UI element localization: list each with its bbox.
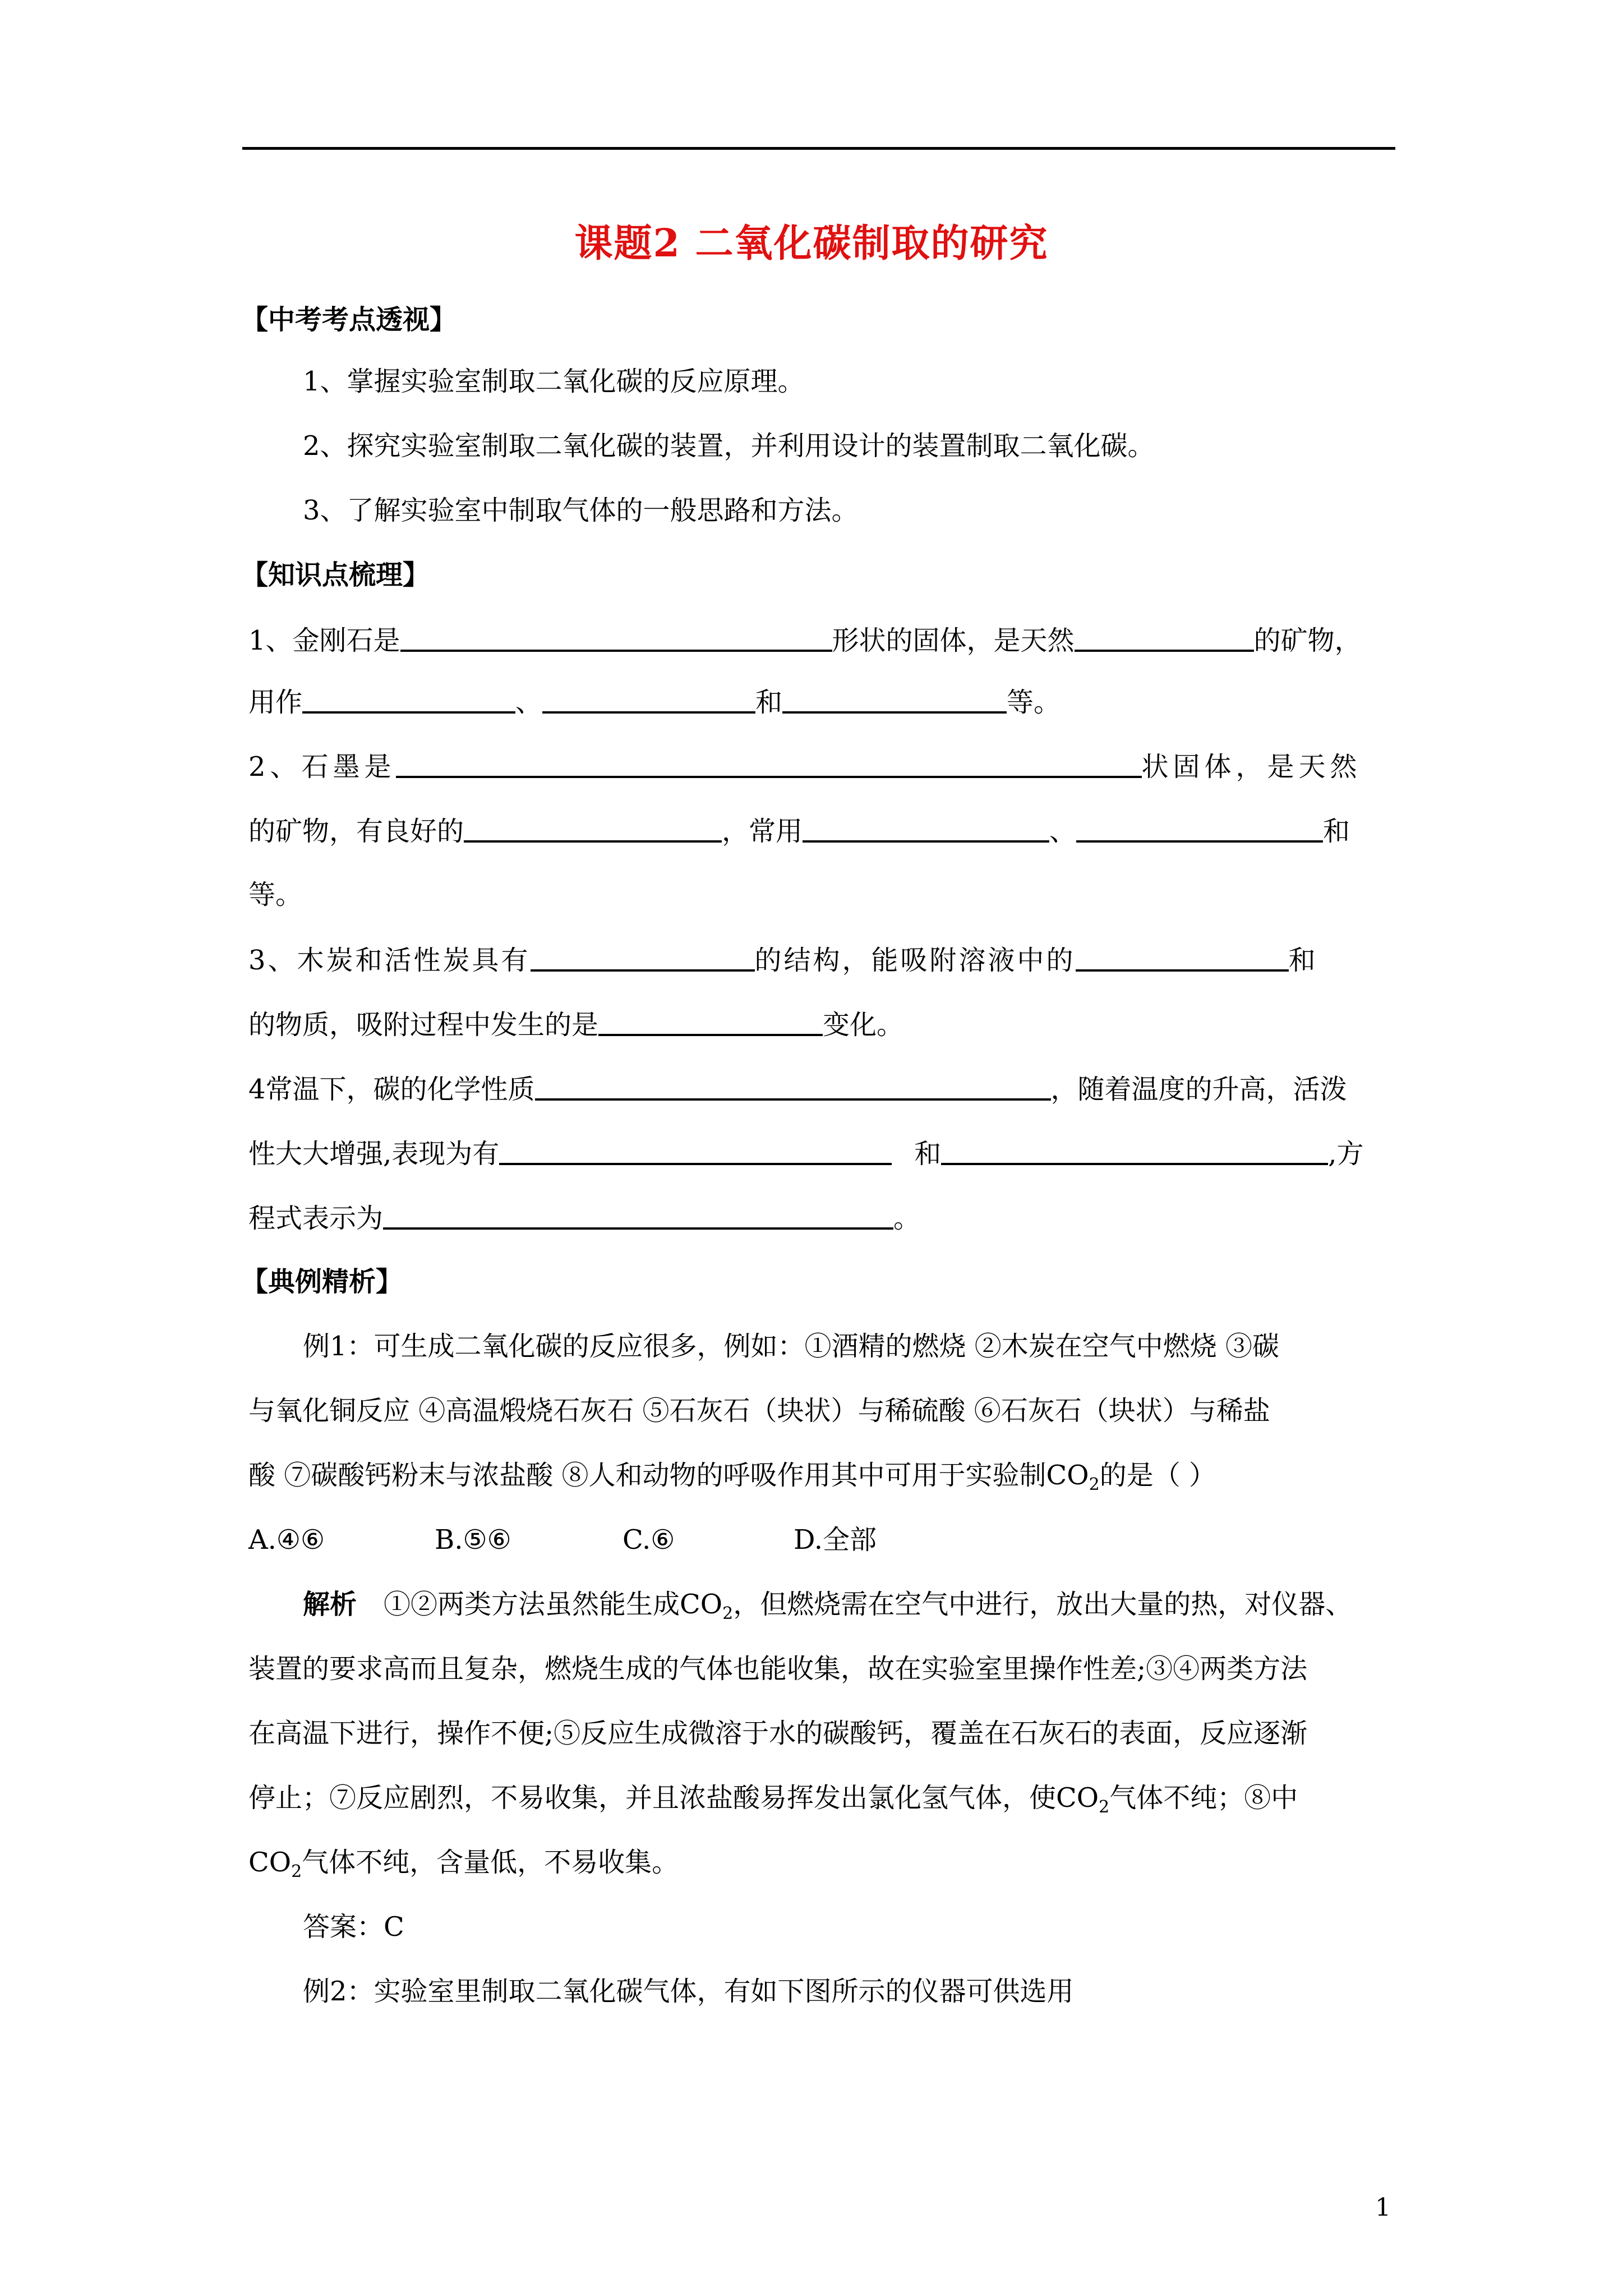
question-1-line-1: 1、金刚石是 形状的固体，是天然 的矿物， (248, 623, 1362, 657)
fill-blank[interactable] (499, 1136, 892, 1165)
analysis-line-2: 装置的要求高而且复杂，燃烧生成的气体也能收集，故在实验室里操作性差;③④两类方法 (248, 1653, 1308, 1685)
fill-blank[interactable] (383, 1200, 893, 1230)
example-1-line-2: 与氧化铜反应 ④高温煅烧石灰石 ⑤石灰石（块状）与稀硫酸 ⑥石灰石（块状）与稀盐 (248, 1395, 1270, 1427)
section-heading-kaodian: 【中考考点透视】 (241, 304, 457, 335)
fill-blank[interactable] (531, 942, 755, 972)
question-2-line-3: 等。 (248, 879, 303, 910)
analysis-line-1: 解析 ①②两类方法虽然能生成$CO_2$，但燃烧需在空气中进行，放出大量的热，对仪器、 (303, 1589, 1353, 1623)
analysis-line-3: 在高温下进行，操作不便;⑤反应生成微溶于水的碳酸钙，覆盖在石灰石的表面，反应逐渐 (248, 1718, 1308, 1749)
question-3-line-1: 3、木炭和活性炭具有 的结构，能吸附溶液中的 和 (248, 942, 1318, 977)
option-c: C.⑥ (623, 1524, 675, 1556)
option-d: D.全部 (794, 1524, 877, 1556)
analysis-label: 解析 (303, 1589, 357, 1620)
kaodian-item-1: 1、掌握实验室制取二氧化碳的反应原理。 (303, 366, 805, 397)
page-title: 课题2 二氧化碳制取的研究 (574, 221, 1049, 266)
example-1-line-1: 例1：可生成二氧化碳的反应很多，例如：①酒精的燃烧 ②木炭在空气中燃烧 ③碳 (303, 1331, 1280, 1362)
section-heading-dianli: 【典例精析】 (241, 1266, 403, 1297)
example-2: 例2：实验室里制取二氧化碳气体，有如下图所示的仪器可供选用 (303, 1976, 1074, 2007)
page-number: 1 (1375, 2193, 1391, 2222)
fill-blank[interactable] (941, 1136, 1328, 1165)
fill-blank[interactable] (803, 813, 1049, 843)
kaodian-item-2: 2、探究实验室制取二氧化碳的装置，并利用设计的装置制取二氧化碳。 (303, 430, 1155, 462)
fill-blank[interactable] (1076, 942, 1289, 972)
fill-blank[interactable] (1076, 813, 1323, 843)
question-4-line-1: 4常温下，碳的化学性质 ，随着温度的升高，活泼 (248, 1071, 1347, 1106)
fill-blank[interactable] (535, 1071, 1051, 1101)
example-1-line-3: 酸 ⑦碳酸钙粉末与浓盐酸 ⑧人和动物的呼吸作用其中可用于实验制$CO_2$的是（ ） (248, 1460, 1216, 1494)
fill-blank[interactable] (396, 749, 1142, 778)
question-4-line-3: 程式表示为 。 (248, 1200, 920, 1235)
fill-blank[interactable] (464, 813, 722, 843)
kaodian-item-3: 3、了解实验室中制取气体的一般思路和方法。 (303, 495, 859, 526)
fill-blank[interactable] (598, 1007, 823, 1036)
section-heading-zhishi: 【知识点梳理】 (241, 559, 430, 591)
answer: 答案：C (303, 1911, 404, 1943)
fill-blank[interactable] (1075, 623, 1254, 652)
question-2-line-2: 的矿物，有良好的 ，常用 、 和 (248, 813, 1350, 848)
question-4-line-2: 性大大增强,表现为有 和 ,方 (248, 1136, 1364, 1171)
header-rule (242, 147, 1395, 150)
question-1-line-2: 用作 、 和 等。 (248, 684, 1061, 719)
question-3-line-2: 的物质，吸附过程中发生的是 变化。 (248, 1007, 903, 1042)
option-a: A.④⑥ (248, 1524, 325, 1556)
question-2-line-1: 2、石墨是 状固体，是天然 (248, 749, 1362, 784)
option-b: B.⑤⑥ (435, 1524, 511, 1556)
fill-blank[interactable] (400, 623, 832, 652)
analysis-line-4: 停止；⑦反应剧烈，不易收集，并且浓盐酸易挥发出氯化氢气体，使$CO_2$气体不纯；⑧中 (248, 1782, 1298, 1817)
fill-blank[interactable] (542, 684, 755, 714)
analysis-line-5: $CO_2$气体不纯，含量低，不易收集。 (248, 1847, 679, 1881)
fill-blank[interactable] (782, 684, 1007, 714)
fill-blank[interactable] (302, 684, 515, 714)
